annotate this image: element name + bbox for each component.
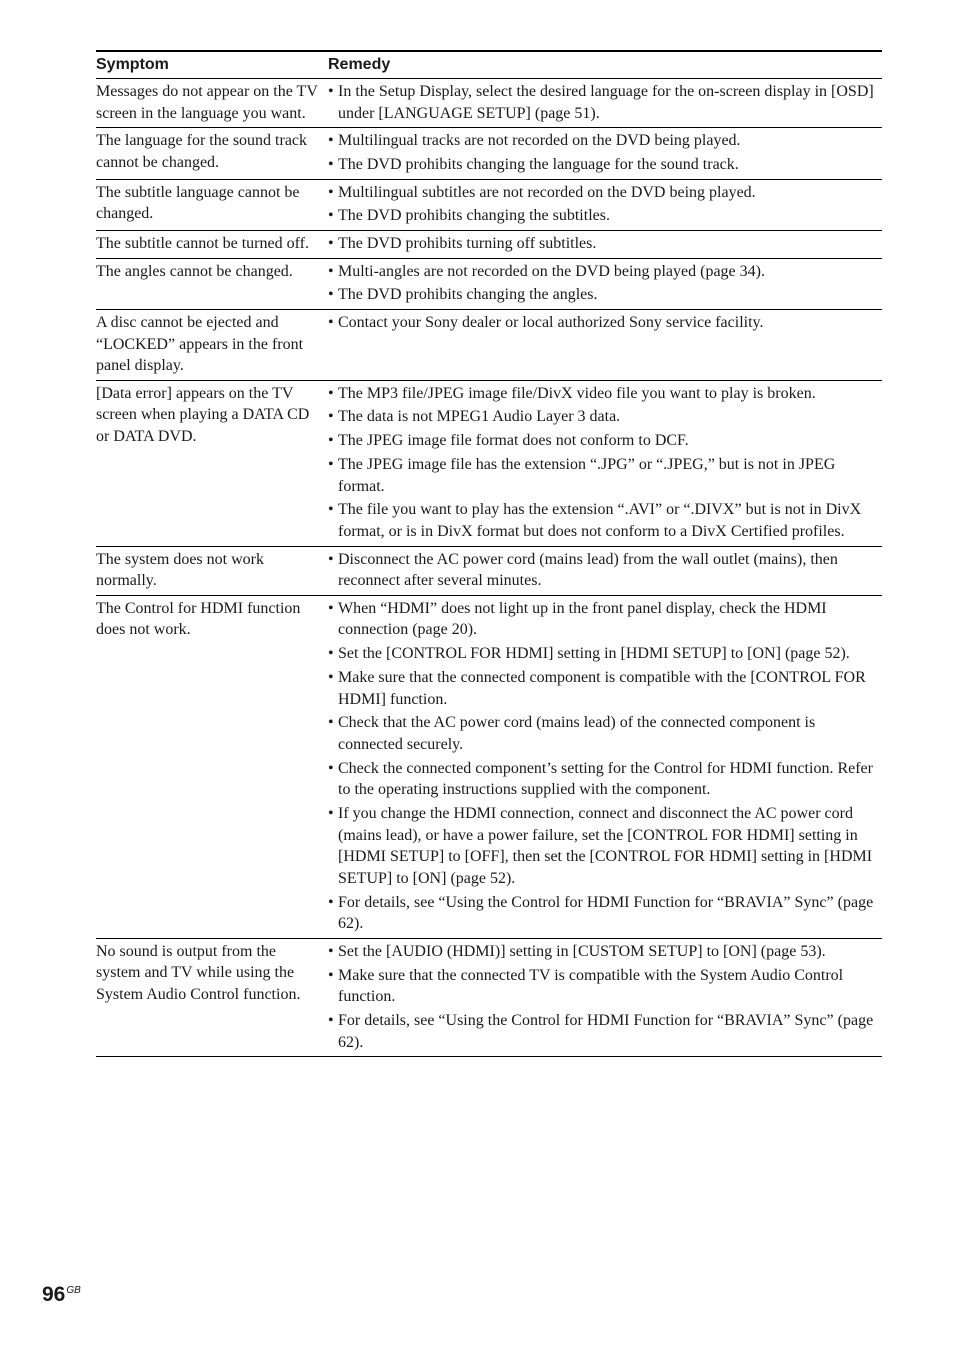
remedy-item: • Set the [CONTROL FOR HDMI] setting in [HDMI SETUP] to [ON] (page 52). — [328, 643, 882, 665]
remedy-item: • The data is not MPEG1 Audio Layer 3 data. — [328, 406, 882, 428]
page-number: $96^{GB}$ — [42, 1283, 81, 1306]
symptom-cell: The language for the sound track cannot be changed. — [96, 132, 308, 171]
table-row — [96, 938, 882, 1056]
table-header — [96, 52, 882, 79]
page-number-suffix: GB — [66, 1285, 81, 1296]
remedy-item: • Check that the AC power cord (mains lead) of the connected component is connected securely. — [328, 712, 882, 755]
symptom-cell: The subtitle language cannot be changed. — [96, 183, 300, 223]
remedy-item: • If you change the HDMI connection, connect and disconnect the AC power cord (mains lead), or have a power failure, set the [CONTROL FOR HDMI] setting in [HDMI SETUP] to [OFF], then set the [CONTROL FOR HDMI] setting in [HDMI SETUP] to [ON] (page 52). — [328, 803, 882, 889]
remedy-item: • Check the connected component’s setting for the Control for HDMI function. Refer to the operating instructions supplied with the component. — [328, 758, 882, 801]
remedy-item: • Set the [AUDIO (HDMI)] setting in [CUSTOM SETUP] to [ON] (page 53). — [328, 941, 882, 963]
symptom-cell: Messages do not appear on the TV screen in the language you want. — [96, 83, 318, 122]
remedy-item: • The DVD prohibits turning off subtitles. — [328, 233, 882, 255]
remedy-cell — [328, 81, 882, 124]
remedy-item: • For details, see “Using the Control for HDMI Function for “BRAVIA” Sync” (page 62). — [328, 892, 882, 935]
remedy-cell — [328, 261, 882, 306]
remedy-cell — [328, 598, 882, 935]
remedy-item: • For details, see “Using the Control for HDMI Function for “BRAVIA” Sync” (page 62). — [328, 1010, 882, 1053]
table-row — [96, 127, 882, 178]
remedy-cell — [328, 941, 882, 1053]
remedy-item: • The MP3 file/JPEG image file/DivX video file you want to play is broken. — [328, 383, 882, 405]
symptom-cell: A disc cannot be ejected and “LOCKED” appears in the front panel display. — [96, 313, 304, 375]
table-row — [96, 230, 882, 258]
remedy-item: • Make sure that the connected TV is compatible with the System Audio Control function. — [328, 965, 882, 1008]
remedy-item: • The DVD prohibits changing the angles. — [328, 284, 882, 306]
table-row — [96, 179, 882, 230]
symptom-cell: The system does not work normally. — [96, 550, 264, 590]
remedy-item: • Multilingual tracks are not recorded on the DVD being played. — [328, 130, 882, 152]
remedy-item: • The JPEG image file has the extension “.JPG” or “.JPEG,” but is not in JPEG format. — [328, 454, 882, 497]
remedy-cell — [328, 312, 882, 377]
troubleshooting-table — [96, 50, 882, 1057]
remedy-item: • Multi-angles are not recorded on the DVD being played (page 34). — [328, 261, 882, 283]
remedy-item: • In the Setup Display, select the desired language for the on-screen display in [OSD] under [LANGUAGE SETUP] (page 51). — [328, 81, 882, 124]
table-body — [96, 79, 882, 1056]
remedy-item: • Make sure that the connected component is compatible with the [CONTROL FOR HDMI] function. — [328, 667, 882, 710]
remedy-item: • The DVD prohibits changing the subtitles. — [328, 205, 882, 227]
symptom-cell: The angles cannot be changed. — [96, 262, 293, 280]
table-row — [96, 546, 882, 595]
remedy-cell — [328, 182, 882, 227]
remedy-item: • The file you want to play has the extension “.AVI” or “.DIVX” but is not in DivX format, or is in DivX format but does not conform to a DivX Certified profiles. — [328, 499, 882, 542]
symptom-cell: [Data error] appears on the TV screen when playing a DATA CD or DATA DVD. — [96, 384, 310, 445]
symptom-cell: No sound is output from the system and TV while using the System Audio Control function. — [96, 942, 301, 1003]
remedy-item: • The JPEG image file format does not conform to DCF. — [328, 430, 882, 452]
remedy-item: • Disconnect the AC power cord (mains lead) from the wall outlet (mains), then reconnect after several minutes. — [328, 549, 882, 592]
remedy-header: Remedy — [328, 56, 391, 74]
table-row — [96, 309, 882, 380]
remedy-item: • When “HDMI” does not light up in the front panel display, check the HDMI connection (page 20). — [328, 598, 882, 641]
remedy-cell — [328, 383, 882, 543]
remedy-item: • Multilingual subtitles are not recorded on the DVD being played. — [328, 182, 882, 204]
remedy-cell — [328, 549, 882, 592]
remedy-item: • Contact your Sony dealer or local authorized Sony service facility. — [328, 312, 882, 334]
remedy-cell — [328, 130, 882, 175]
symptom-cell: The Control for HDMI function does not work. — [96, 599, 301, 639]
table-row — [96, 258, 882, 309]
table-row — [96, 595, 882, 938]
symptom-header: Symptom — [96, 56, 169, 74]
symptom-cell: The subtitle cannot be turned off. — [96, 234, 309, 252]
remedy-cell — [328, 233, 882, 255]
table-row — [96, 380, 882, 546]
table-row — [96, 79, 882, 127]
remedy-item: • The DVD prohibits changing the language for the sound track. — [328, 154, 882, 176]
